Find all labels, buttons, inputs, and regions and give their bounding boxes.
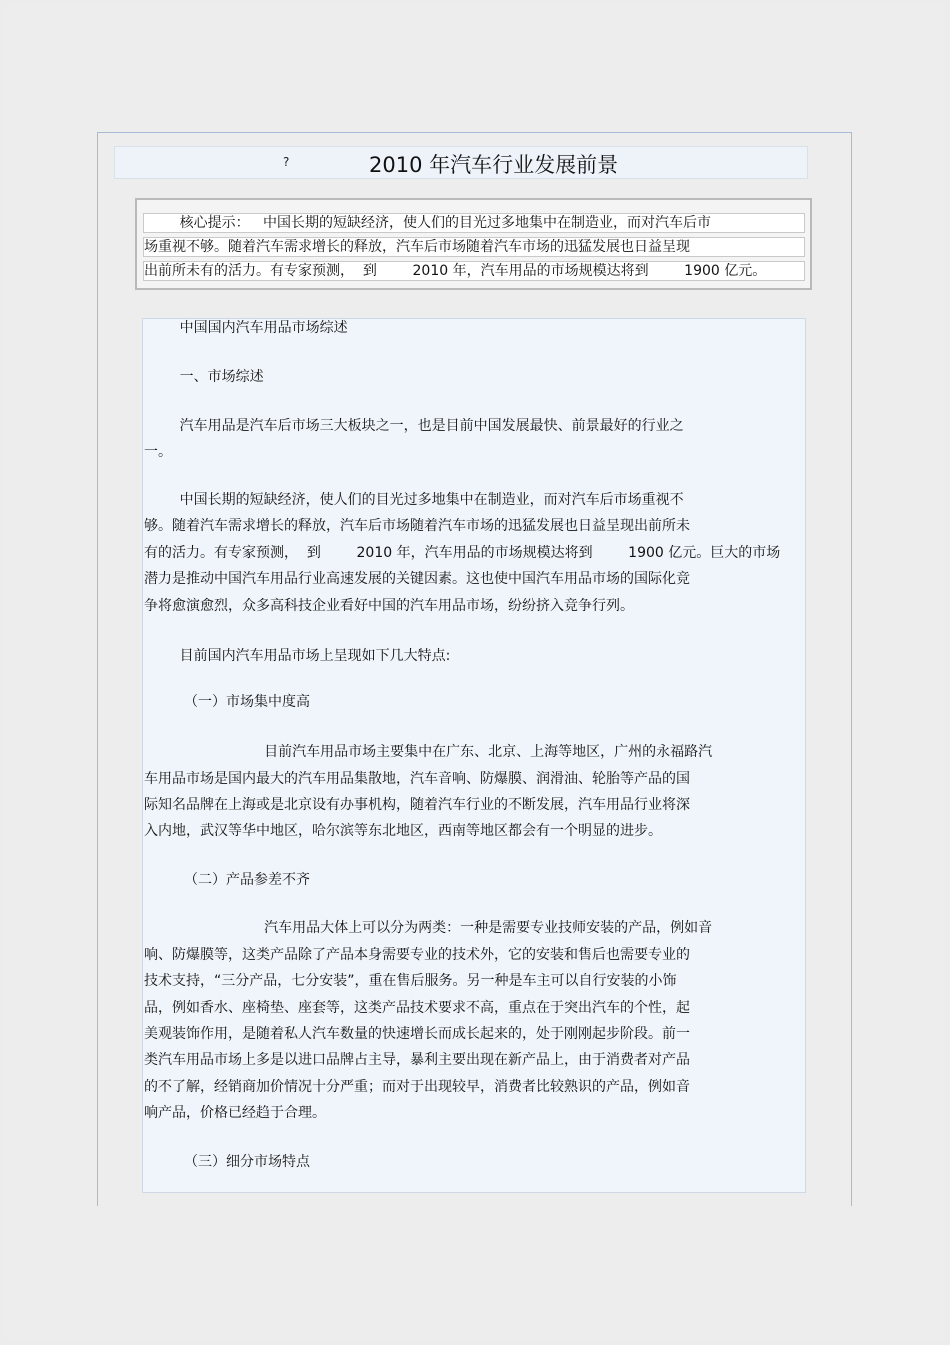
section-heading: 一、市场综述 bbox=[144, 369, 264, 385]
subsection-heading: （一）市场集中度高 bbox=[144, 694, 311, 710]
paragraph-line: 潜力是推动中国汽车用品行业高速发展的关键因素。这也使中国汽车用品市场的国际化竞 bbox=[144, 571, 690, 587]
page-title: 2010 年汽车行业发展前景 bbox=[369, 153, 619, 177]
frame-left-line bbox=[97, 132, 98, 1206]
paragraph-line: 有的活力。有专家预测， 到 2010 年，汽车用品的市场规模达将到 1900 亿元。巨大的市场 bbox=[144, 545, 781, 561]
section-heading: 中国国内汽车用品市场综述 bbox=[144, 320, 348, 336]
paragraph-line: 技术支持，“三分产品，七分安装”，重在售后服务。另一种是车主可以自行安装的小饰 bbox=[144, 973, 677, 989]
paragraph-line: 响产品，价格已经趋于合理。 bbox=[144, 1105, 326, 1121]
subsection-heading: （二）产品参差不齐 bbox=[144, 872, 311, 888]
paragraph-line: 入内地，武汉等华中地区，哈尔滨等东北地区，西南等地区都会有一个明显的进步。 bbox=[144, 823, 662, 839]
frame-right-line bbox=[851, 132, 852, 1206]
paragraph-line: 目前国内汽车用品市场上呈现如下几大特点: bbox=[144, 648, 451, 664]
paragraph-line: 争将愈演愈烈，众多高科技企业看好中国的汽车用品市场，纷纷挤入竞争行列。 bbox=[144, 598, 634, 614]
subsection-heading: （三）细分市场特点 bbox=[144, 1154, 311, 1170]
title-marker: ? bbox=[283, 155, 290, 169]
paragraph-line: 中国长期的短缺经济，使人们的目光过多地集中在制造业，而对汽车后市场重视不 bbox=[144, 492, 684, 508]
paragraph-line: 车用品市场是国内最大的汽车用品集散地，汽车音响、防爆膜、润滑油、轮胎等产品的国 bbox=[144, 771, 690, 787]
paragraph-line: 够。随着汽车需求增长的释放，汽车后市场随着汽车市场的迅猛发展也日益呈现出前所未 bbox=[144, 518, 690, 534]
paragraph-line: 目前汽车用品市场主要集中在广东、北京、上海等地区，广州的永福路汽 bbox=[144, 744, 713, 760]
paragraph-line: 汽车用品大体上可以分为两类：一种是需要专业技师安装的产品，例如音 bbox=[144, 920, 713, 936]
summary-box bbox=[135, 198, 812, 290]
article-body bbox=[142, 318, 806, 1193]
frame-top-line bbox=[97, 132, 852, 133]
paragraph-line: 类汽车用品市场上多是以进口品牌占主导，暴利主要出现在新产品上，由于消费者对产品 bbox=[144, 1052, 690, 1068]
title-bar bbox=[114, 146, 808, 179]
summary-line: 场重视不够。随着汽车需求增长的释放，汽车后市场随着汽车市场的迅猛发展也日益呈现 bbox=[143, 237, 805, 257]
paragraph-line: 一。 bbox=[144, 444, 172, 460]
paragraph-line: 品，例如香水、座椅垫、座套等，这类产品技术要求不高，重点在于突出汽车的个性，起 bbox=[144, 1000, 690, 1016]
paragraph-line: 美观装饰作用，是随着私人汽车数量的快速增长而成长起来的，处于刚刚起步阶段。前一 bbox=[144, 1026, 690, 1042]
paragraph-line: 的不了解，经销商加价情况十分严重；而对于出现较早，消费者比较熟识的产品，例如音 bbox=[144, 1079, 690, 1095]
paragraph-line: 际知名品牌在上海或是北京设有办事机构，随着汽车行业的不断发展，汽车用品行业将深 bbox=[144, 797, 690, 813]
paragraph-line: 汽车用品是汽车后市场三大板块之一，也是目前中国发展最快、前景最好的行业之 bbox=[144, 418, 684, 434]
summary-line: 核心提示： 中国长期的短缺经济，使人们的目光过多地集中在制造业，而对汽车后市 bbox=[143, 213, 805, 233]
summary-line: 出前所未有的活力。有专家预测， 到 2010 年，汽车用品的市场规模达将到 1900 亿元。 bbox=[143, 261, 805, 281]
paragraph-line: 响、防爆膜等，这类产品除了产品本身需要专业的技术外，它的安装和售后也需要专业的 bbox=[144, 947, 690, 963]
